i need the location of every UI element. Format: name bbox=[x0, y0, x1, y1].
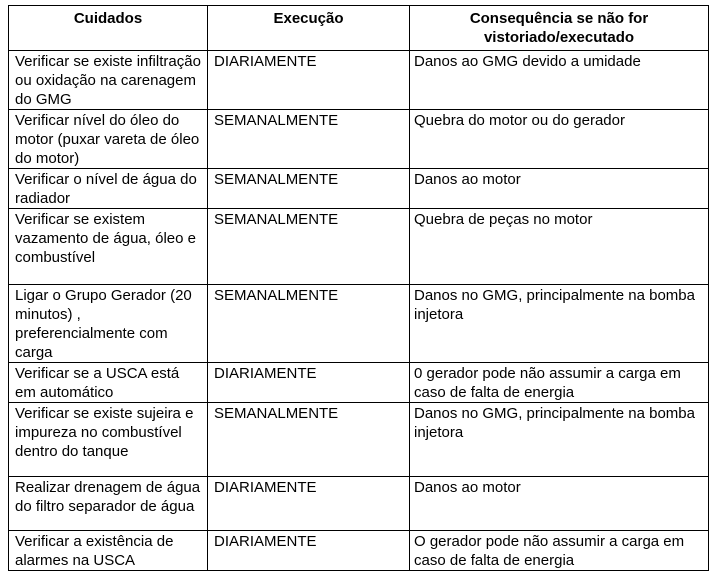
cell-consequencia: O gerador pode não assumir a carga em caso de falta de energia bbox=[410, 531, 709, 571]
cell-execucao: SEMANALMENTE bbox=[208, 209, 410, 285]
cell-cuidado: Verificar o nível de água do radiador bbox=[9, 169, 208, 209]
column-header-consequencia: Consequência se não for vistoriado/executado bbox=[410, 6, 709, 51]
cell-consequencia: Danos ao motor bbox=[410, 169, 709, 209]
cell-cuidado: Verificar se a USCA está em automático bbox=[9, 363, 208, 403]
cell-cuidado: Verificar se existe sujeira e impureza no combustível dentro do tanque bbox=[9, 403, 208, 477]
cell-consequencia: Danos ao GMG devido a umidade bbox=[410, 51, 709, 110]
cell-execucao: DIARIAMENTE bbox=[208, 531, 410, 571]
cell-cuidado: Verificar se existe infiltração ou oxidação na carenagem do GMG bbox=[9, 51, 208, 110]
cell-execucao: SEMANALMENTE bbox=[208, 169, 410, 209]
cell-cuidado: Ligar o Grupo Gerador (20 minutos) , preferencialmente com carga bbox=[9, 285, 208, 363]
cell-execucao: DIARIAMENTE bbox=[208, 51, 410, 110]
cell-execucao: DIARIAMENTE bbox=[208, 363, 410, 403]
table-row bbox=[9, 169, 709, 209]
cell-consequencia: Danos no GMG, principalmente na bomba injetora bbox=[410, 285, 709, 363]
cell-execucao: SEMANALMENTE bbox=[208, 403, 410, 477]
column-header-execucao: Execução bbox=[208, 6, 410, 51]
cell-cuidado: Realizar drenagem de água do filtro separador de água bbox=[9, 477, 208, 531]
cell-execucao: SEMANALMENTE bbox=[208, 285, 410, 363]
cell-cuidado: Verificar nível do óleo do motor (puxar vareta de óleo do motor) bbox=[9, 110, 208, 169]
table-row bbox=[9, 403, 709, 477]
cell-cuidado: Verificar a existência de alarmes na USCA bbox=[9, 531, 208, 571]
cell-consequencia: Danos no GMG, principalmente na bomba injetora bbox=[410, 403, 709, 477]
cell-consequencia: 0 gerador pode não assumir a carga em caso de falta de energia bbox=[410, 363, 709, 403]
table-header-row bbox=[9, 6, 709, 51]
table-row bbox=[9, 363, 709, 403]
cell-consequencia: Quebra do motor ou do gerador bbox=[410, 110, 709, 169]
table-row bbox=[9, 51, 709, 110]
cell-execucao: DIARIAMENTE bbox=[208, 477, 410, 531]
table-row bbox=[9, 285, 709, 363]
maintenance-table bbox=[8, 5, 709, 571]
table-row bbox=[9, 110, 709, 169]
table-row bbox=[9, 209, 709, 285]
cell-execucao: SEMANALMENTE bbox=[208, 110, 410, 169]
cell-consequencia: Danos ao motor bbox=[410, 477, 709, 531]
table-row bbox=[9, 477, 709, 531]
table-row bbox=[9, 531, 709, 571]
cell-cuidado: Verificar se existem vazamento de água, óleo e combustível bbox=[9, 209, 208, 285]
column-header-cuidados: Cuidados bbox=[9, 6, 208, 51]
cell-consequencia: Quebra de peças no motor bbox=[410, 209, 709, 285]
